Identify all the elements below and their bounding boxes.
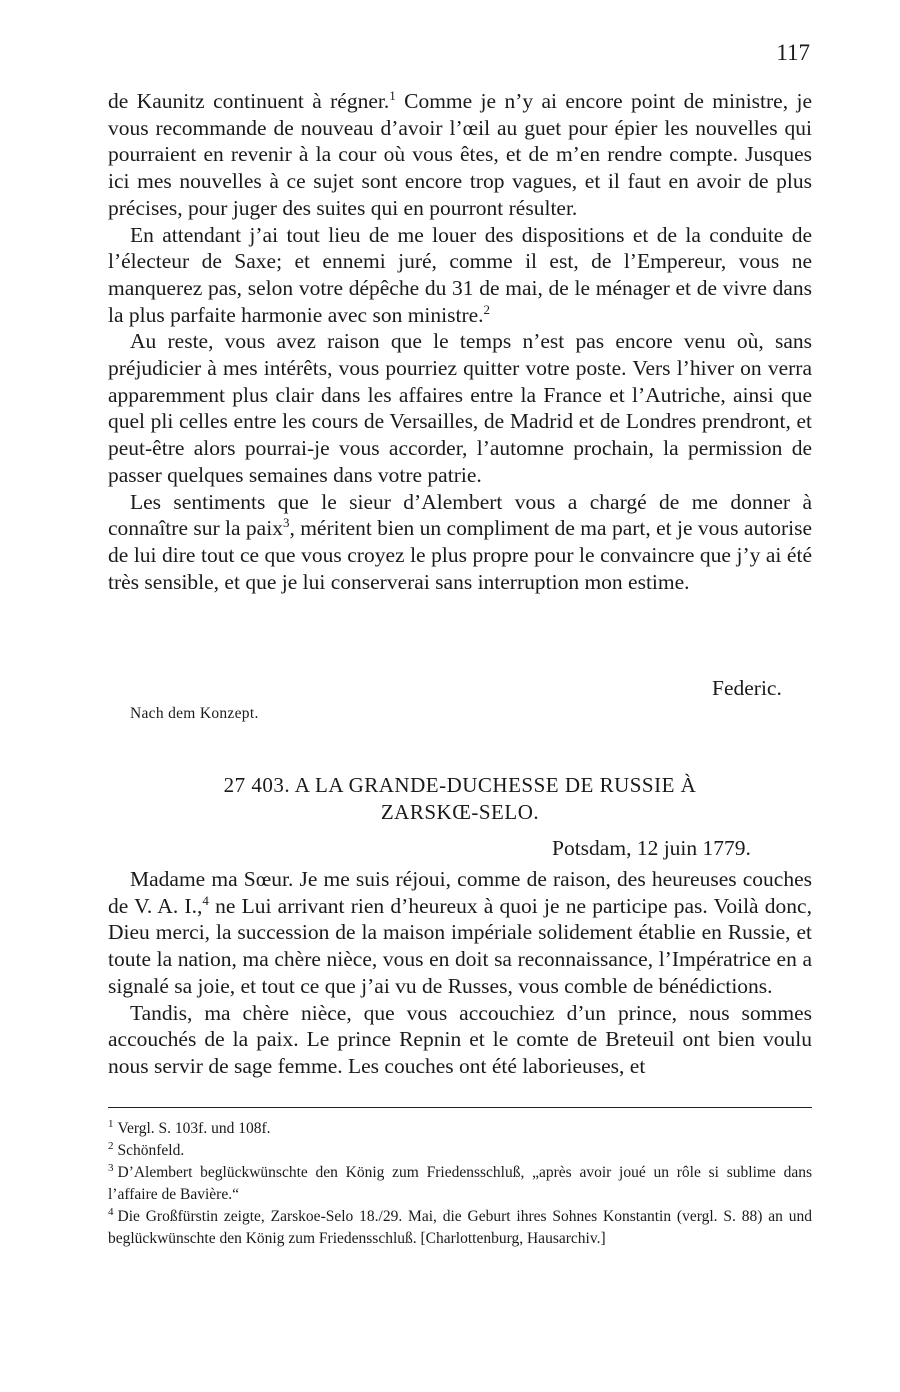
footnote-text: Die Großfürstin zeigte, Zarskoe-Selo 18./29. Mai, die Geburt ihres Sohnes Konstantin (vergl. S. 88) an und beglückwünschte den König zum Friedensschluß. [Charlottenburg, Hausarchiv.]: [108, 1208, 812, 1247]
footnote-ref: 4: [202, 892, 209, 908]
letter-body: [108, 866, 812, 1080]
letter-continuation: [108, 88, 812, 595]
source-note: Nach dem Konzept.: [130, 705, 259, 722]
footnote-ref: 2: [483, 301, 491, 317]
heading-line: ZARSKŒ-SELO.: [380, 800, 540, 824]
place-date: Potsdam, 12 juin 1779.: [552, 836, 751, 860]
paragraph: [108, 866, 812, 1000]
footnote-mark: 4: [108, 1206, 114, 1218]
footnote-mark: 2: [108, 1140, 114, 1152]
paragraph-text: Tandis, ma chère nièce, que vous accouchiez d’un prince, nous sommes accouchés de la paix. Le prince Repnin et le comte de Breteuil ont bien voulu nous servir de sage femme. Les couches ont été laborieuses, et: [108, 1000, 812, 1078]
paragraph-text: , méritent bien un compliment de ma part, et je vous autorise de lui dire tout ce que vous croyez le plus propre pour le convaincre que j’y ai été très sensible, et que je lui conserverai sans interruption mon estime.: [108, 516, 812, 594]
paragraph-text: Comme je n’y ai encore point de ministre, je vous recommande de nouveau d’avoir l’œil au guet pour épier les nouvelles qui pourraient en revenir à la cour où vous êtes, et de m’en rendre compte. Jusques ici mes nouvelles à ce sujet sont encore trop vagues, et il faut en avoir de plus précises, pour juger des suites qui en pourront résulter.: [108, 89, 812, 220]
page-number: 117: [776, 40, 810, 65]
paragraph: [108, 328, 812, 488]
paragraph: [108, 88, 812, 222]
paragraph-text: Madame ma Sœur. Je me suis réjoui, comme de raison, des heureuses couches de V. A. I.,: [108, 867, 812, 918]
paragraph-text: ne Lui arrivant rien d’heureux à quoi je ne participe pas. Voilà donc, Dieu merci, la succession de la maison impériale solidement établie en Russie, et toute la nation, ma chère nièce, vous en doit sa reconnaissance, l’Impératrice en a signalé sa joie, et tout ce que j’ai vu de Russes, vous comble de bénédictions.: [108, 893, 812, 998]
letter-heading: [108, 772, 812, 826]
paragraph-text: Au reste, vous avez raison que le temps n’est pas encore venu où, sans préjudicier à mes intérêts, vous pourriez quitter votre poste. Vers l’hiver on verra apparemment plus clair dans les affaires entre la France et l’Autriche, ainsi que quel pli celles entre les cours de Versailles, de Madrid et de Londres prendront, et peut-être alors pourrai-je vous accorder, l’automne prochain, la permission de passer quelques semaines dans votre patrie.: [108, 329, 812, 487]
footnote-ref: 1: [389, 88, 396, 103]
paragraph-text: En attendant j’ai tout lieu de me louer des dispositions et de la conduite de l’électeur de Saxe; et ennemi juré, comme il est, de l’Empereur, vous ne manquerez pas, selon votre dépêche du 31 de mai, de le ménager et de vivre dans la plus parfaite harmonie avec son ministre.: [108, 222, 812, 327]
paragraph: [108, 222, 812, 329]
footnote-text: Schönfeld.: [117, 1142, 185, 1159]
footnote: [108, 1140, 812, 1162]
paragraph: [108, 1000, 812, 1080]
footnotes: [108, 1118, 812, 1250]
paragraph-text: Les sentiments que le sieur d’Alembert vous a chargé de me donner à connaître sur la paix: [108, 489, 812, 541]
footnote: [108, 1118, 812, 1140]
footnote: [108, 1162, 812, 1206]
paragraph-text: de Kaunitz continuent à régner.: [108, 89, 390, 113]
footnote: [108, 1206, 812, 1250]
footnote-mark: 1: [108, 1118, 114, 1130]
footnote-ref: 3: [282, 515, 290, 531]
paragraph: [108, 489, 812, 596]
footnote-divider: [108, 1107, 812, 1108]
footnote-text: D’Alembert beglückwünschte den König zum Friedensschluß, „après avoir joué un rôle si sublime dans l’affaire de Bavière.“: [108, 1164, 812, 1203]
footnote-mark: 3: [108, 1162, 114, 1174]
heading-line: 27 403. A LA GRANDE-DUCHESSE DE RUSSIE À: [223, 773, 697, 797]
signature: Federic.: [712, 676, 782, 700]
footnote-text: Vergl. S. 103f. und 108f.: [117, 1120, 271, 1137]
